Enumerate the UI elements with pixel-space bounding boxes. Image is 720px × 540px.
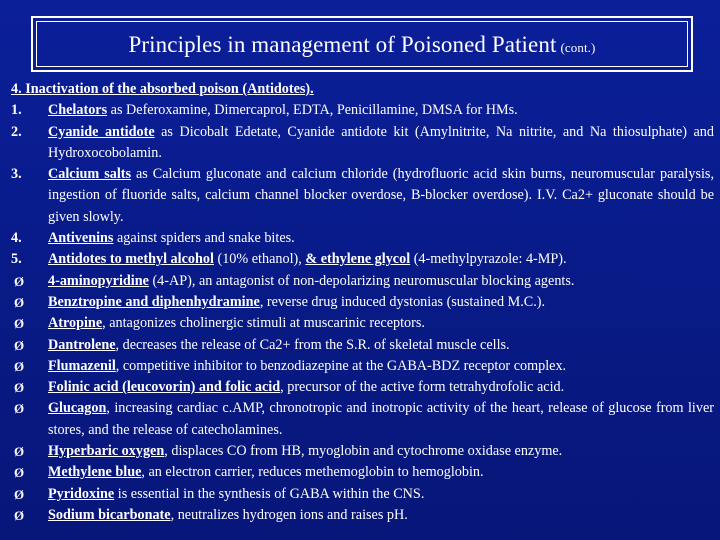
numbered-item-cyanide-antidote <box>8 122 714 165</box>
item-description: , competitive inhibitor to benzodiazepine at the GABA-BDZ receptor complex. <box>115 357 567 374</box>
item-text <box>48 313 714 334</box>
item-term: Benztropine and diphenhydramine <box>48 293 260 310</box>
item-text <box>48 335 714 356</box>
item-description: as Dicobalt Edetate, Cyanide antidote kit (Amylnitrite, Na nitrite, and Na thiosulphate) and Hydroxocobolamin. <box>48 123 714 161</box>
item-number: 4. <box>11 230 22 247</box>
item-number: 1. <box>11 102 22 119</box>
arrow-bullet-icon: Ø <box>14 465 25 481</box>
item-text <box>48 249 714 270</box>
item-description: (10% ethanol), <box>213 251 306 268</box>
arrow-bullet-icon: Ø <box>14 316 25 332</box>
arrow-bullet-icon: Ø <box>14 294 25 310</box>
item-term: Folinic acid (leucovorin) and folic acid <box>48 379 281 396</box>
bullet-item-glucagon <box>8 398 714 441</box>
item-description: , antagonizes cholinergic stimuli at muscarinic receptors. <box>102 315 425 332</box>
numbered-item-methyl-alcohol-antidotes <box>8 249 714 270</box>
arrow-bullet-icon: Ø <box>14 380 25 396</box>
item-text <box>48 398 714 441</box>
item-term: Dantrolene <box>48 336 116 353</box>
bullet-item-methylene-blue <box>8 462 714 483</box>
item-description: , neutralizes hydrogen ions and raises pH. <box>170 506 408 523</box>
bullet-item-atropine <box>8 313 714 334</box>
title-box <box>31 16 693 72</box>
item-description: , increasing cardiac c.AMP, chronotropic and inotropic activity of the heart, release of glucose from liver stores, and the release of catecholamines. <box>48 400 714 438</box>
bullet-item-pyridoxine <box>8 484 714 505</box>
bullet-item-folinic-acid <box>8 377 714 398</box>
item-term: Pyridoxine <box>48 485 115 502</box>
item-text <box>48 122 714 165</box>
item-description: is essential in the synthesis of GABA within the CNS. <box>114 485 425 502</box>
item-description: , an electron carrier, reduces methemoglobin to hemoglobin. <box>141 464 484 481</box>
item-text <box>48 484 714 505</box>
item-text <box>48 505 714 526</box>
bullet-item-flumazenil <box>8 356 714 377</box>
numbered-item-antivenins <box>8 228 714 249</box>
item-description-secondary: (4-methylpyrazole: 4-MP). <box>410 251 567 268</box>
item-description: , precursor of the active form tetrahydrofolic acid. <box>280 379 565 396</box>
item-text <box>48 228 714 249</box>
item-term: Antidotes to methyl alcohol <box>48 251 214 268</box>
item-description: as Calcium gluconate and calcium chloride (hydrofluoric acid skin burns, neuromuscular paralysis, ingestion of fluoride salts, calcium channel blocker overdose, B-blocker overdose). I.V. Ca2+ gluconate should be given slowly. <box>48 166 714 225</box>
item-text <box>48 356 714 377</box>
section-heading: 4. Inactivation of the absorbed poison (Antidotes). <box>11 81 314 97</box>
arrow-bullet-icon: Ø <box>14 273 25 289</box>
item-number: 2. <box>11 123 22 140</box>
numbered-item-chelators <box>8 100 714 121</box>
bullet-item-sodium-bicarbonate <box>8 505 714 526</box>
item-text <box>48 164 714 228</box>
item-term: Antivenins <box>48 230 114 247</box>
item-text <box>48 271 714 292</box>
arrow-bullet-icon: Ø <box>14 401 25 417</box>
item-number: 3. <box>11 166 22 183</box>
arrow-bullet-icon: Ø <box>14 358 25 374</box>
item-term: Flumazenil <box>48 357 116 374</box>
bullet-item-4-aminopyridine <box>8 271 714 292</box>
item-text <box>48 292 714 313</box>
item-term: Glucagon <box>48 400 107 417</box>
bullet-item-benztropine <box>8 292 714 313</box>
item-description: , decreases the release of Ca2+ from the S.R. of skeletal muscle cells. <box>115 336 510 353</box>
item-term: Calcium salts <box>48 166 132 183</box>
arrow-bullet-icon: Ø <box>14 507 25 523</box>
bullet-item-dantrolene <box>8 335 714 356</box>
item-description: , reverse drug induced dystonias (sustained M.C.). <box>259 293 546 310</box>
bullet-item-hyperbaric-oxygen <box>8 441 714 462</box>
item-text <box>48 377 714 398</box>
item-description: (4-AP), an antagonist of non-depolarizing neuromuscular blocking agents. <box>148 272 575 289</box>
arrow-bullet-icon: Ø <box>14 486 25 502</box>
item-term: Atropine <box>48 315 103 332</box>
slide-content <box>8 79 714 526</box>
numbered-item-calcium-salts <box>8 164 714 228</box>
arrow-bullet-icon: Ø <box>14 337 25 353</box>
item-description: , displaces CO from HB, myoglobin and cytochrome oxidase enzyme. <box>164 443 563 460</box>
slide-title <box>129 32 596 58</box>
item-term: Cyanide antidote <box>48 123 155 140</box>
item-term-secondary: & ethylene glycol <box>305 251 411 268</box>
item-text <box>48 462 714 483</box>
slide-title-main: Principles in management of Poisoned Patient <box>128 32 557 57</box>
item-text <box>48 441 714 462</box>
item-text <box>48 100 714 121</box>
item-term: Sodium bicarbonate <box>48 506 171 523</box>
item-term: 4-aminopyridine <box>48 272 149 289</box>
item-description: as Deferoxamine, Dimercaprol, EDTA, Penicillamine, DMSA for HMs. <box>107 102 518 119</box>
arrow-bullet-icon: Ø <box>14 444 25 460</box>
item-term: Hyperbaric oxygen <box>48 443 165 460</box>
item-term: Methylene blue <box>48 464 142 481</box>
slide-title-suffix: (cont.) <box>560 40 596 55</box>
item-term: Chelators <box>48 102 108 119</box>
item-number: 5. <box>11 251 22 268</box>
item-description: against spiders and snake bites. <box>113 230 295 247</box>
